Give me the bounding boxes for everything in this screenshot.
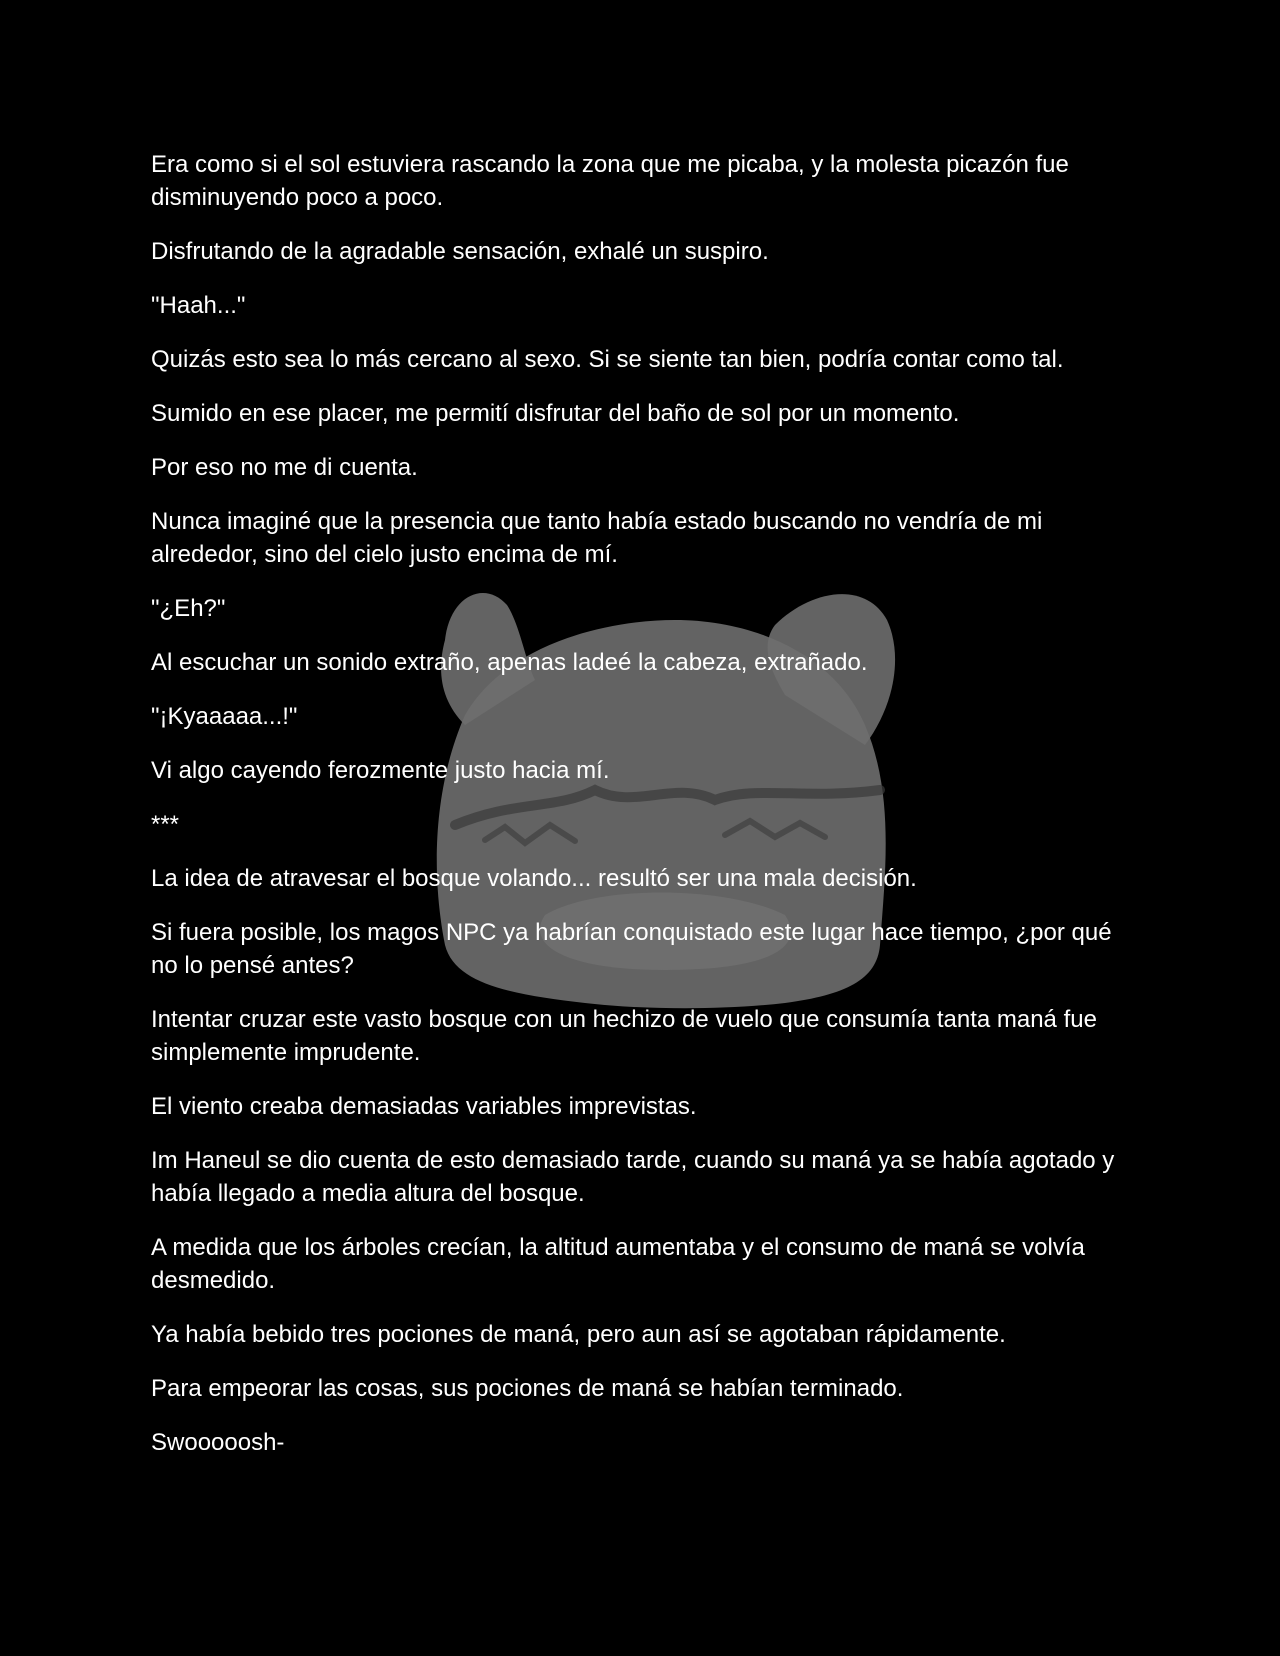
paragraph: Swooooosh-: [151, 1429, 285, 1456]
paragraph: Quizás esto sea lo más cercano al sexo. Si se siente tan bien, podría contar como tal.: [151, 346, 1064, 373]
paragraph: Sumido en ese placer, me permití disfrutar del baño de sol por un momento.: [151, 400, 960, 427]
paragraph: Nunca imaginé que la presencia que tanto había estado buscando no vendría de mi alrededor, sino del cielo justo encima de mí.: [151, 508, 1049, 568]
paragraph: Intentar cruzar este vasto bosque con un hechizo de vuelo que consumía tanta maná fue simplemente imprudente.: [151, 1006, 1104, 1066]
paragraph: La idea de atravesar el bosque volando... resultó ser una mala decisión.: [151, 865, 917, 892]
paragraph: Si fuera posible, los magos NPC ya habrían conquistado este lugar hace tiempo, ¿por qué no lo pensé antes?: [151, 919, 1119, 979]
paragraph: Para empeorar las cosas, sus pociones de maná se habían terminado.: [151, 1375, 904, 1402]
paragraph: El viento creaba demasiadas variables imprevistas.: [151, 1093, 697, 1120]
paragraph: Era como si el sol estuviera rascando la zona que me picaba, y la molesta picazón fue disminuyendo poco a poco.: [151, 151, 1076, 211]
paragraph: Disfrutando de la agradable sensación, exhalé un suspiro.: [151, 238, 769, 265]
paragraph: Al escuchar un sonido extraño, apenas ladeé la cabeza, extrañado.: [151, 649, 868, 676]
paragraph: A medida que los árboles crecían, la altitud aumentaba y el consumo de maná se volvía desmedido.: [151, 1234, 1092, 1294]
paragraph: "¿Eh?": [151, 595, 226, 622]
paragraph: Im Haneul se dio cuenta de esto demasiado tarde, cuando su maná ya se había agotado y había llegado a media altura del bosque.: [151, 1147, 1121, 1207]
paragraph: Ya había bebido tres pociones de maná, pero aun así se agotaban rápidamente.: [151, 1321, 1006, 1348]
scene-break: ***: [151, 811, 180, 838]
paragraph: Vi algo cayendo ferozmente justo hacia mí.: [151, 757, 610, 784]
paragraph: "Haah...": [151, 292, 246, 319]
paragraph: "¡Kyaaaaa...!": [151, 703, 298, 730]
paragraph: Por eso no me di cuenta.: [151, 454, 418, 481]
story-text: [151, 148, 1141, 1480]
